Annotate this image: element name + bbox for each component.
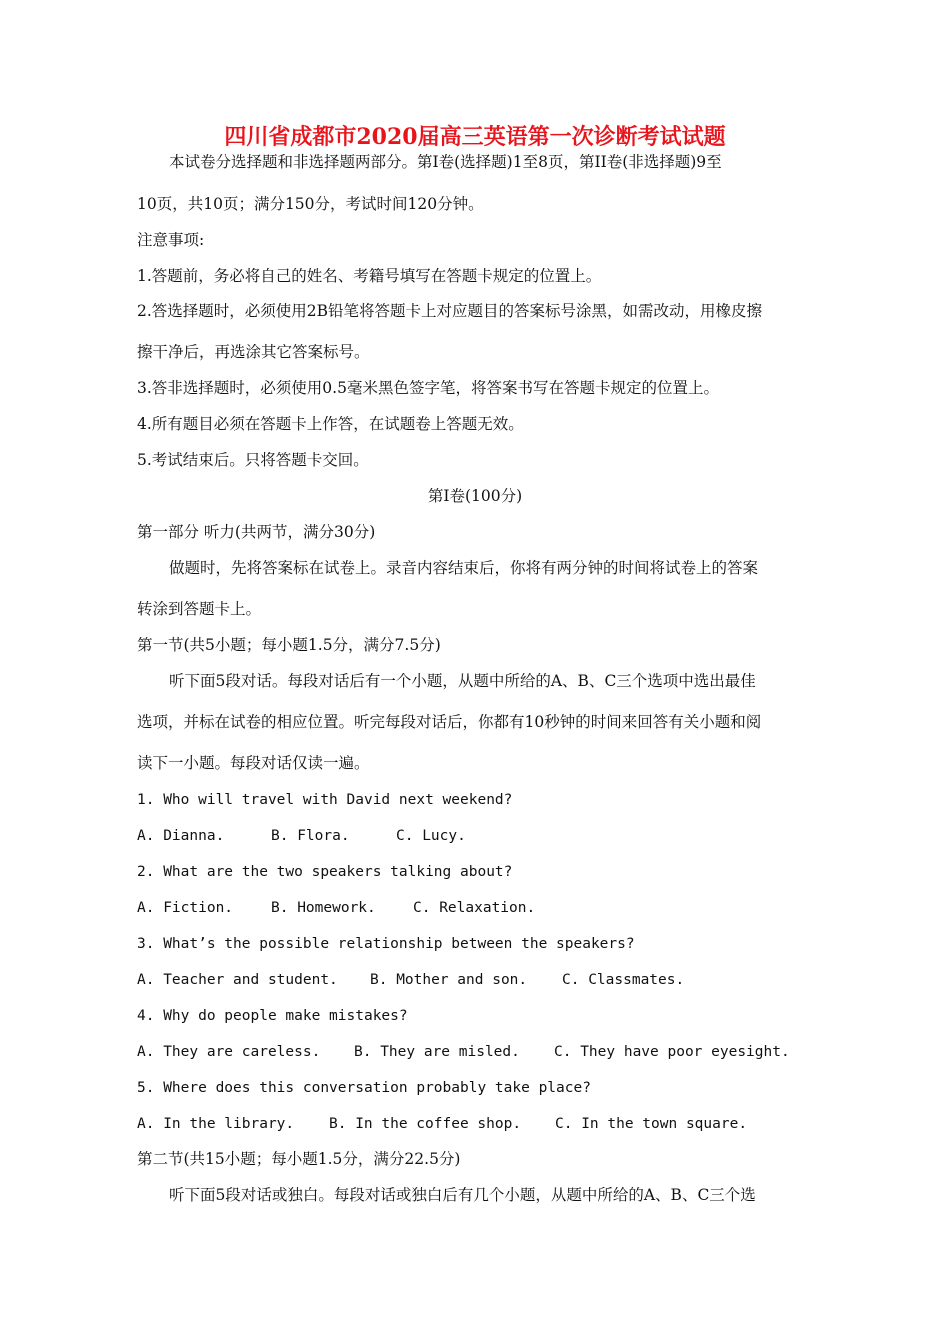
option-b: B. Flora. [271,828,350,844]
option-c: C. Lucy. [396,828,466,844]
notice-item: 4.所有题目必须在答题卡上作答，在试题卷上答题无效。 [137,415,524,433]
option-b: B. Mother and son. [370,972,528,988]
options-1 [137,826,466,846]
section1-instruction: 选项，并标在试卷的相应位置。听完每段对话后，你都有10秒钟的时间来回答有关小题和阅 [137,713,762,731]
section1-instruction: 读下一小题。每段对话仅读一遍。 [137,754,370,772]
option-a: A. Teacher and student. [137,972,338,988]
question-2: 2. What are the two speakers talking about? [137,864,513,880]
notice-item: 1.答题前，务必将自己的姓名、考籍号填写在答题卡规定的位置上。 [137,267,602,285]
option-b: B. In the coffee shop. [329,1116,522,1132]
notice-item: 擦干净后，再选涂其它答案标号。 [137,343,370,361]
option-a: A. They are careless. [137,1044,321,1060]
question-4: 4. Why do people make mistakes? [137,1008,408,1024]
option-c: C. They have poor eyesight. [554,1044,790,1060]
notice-heading: 注意事项: [137,231,205,249]
document-title: 四川省成都市2020届高三英语第一次诊断考试试题 [224,124,726,150]
options-5 [137,1114,747,1134]
option-c: C. Relaxation. [413,900,536,916]
section1-heading: 第一节(共5小题；每小题1.5分，满分7.5分) [137,636,441,654]
intro-line-1: 本试卷分选择题和非选择题两部分。第Ⅰ卷(选择题)1至8页，第II卷(非选择题)9至 [169,153,722,171]
question-5: 5. Where does this conversation probably take place? [137,1080,591,1096]
section1-instruction: 听下面5段对话。每段对话后有一个小题，从题中所给的A、B、C三个选项中选出最佳 [169,672,756,690]
options-2 [137,898,535,918]
volume-heading: 第Ⅰ卷(100分) [427,487,523,505]
part1-instruction: 做题时，先将答案标在试卷上。录音内容结束后，你将有两分钟的时间将试卷上的答案 [169,559,759,577]
part1-heading: 第一部分 听力(共两节，满分30分) [137,523,376,541]
options-3 [137,970,684,990]
option-a: A. Dianna. [137,828,225,844]
question-1: 1. Who will travel with David next weekend? [137,792,513,808]
intro-line-2: 10页，共10页；满分150分，考试时间120分钟。 [137,195,484,213]
option-b: B. Homework. [271,900,376,916]
option-a: A. Fiction. [137,900,234,916]
notice-item: 5.考试结束后。只将答题卡交回。 [137,451,369,469]
question-3: 3. What’s the possible relationship between the speakers? [137,936,635,952]
option-c: C. In the town square. [555,1116,748,1132]
option-b: B. They are misled. [354,1044,520,1060]
options-4 [137,1042,790,1062]
notice-item: 3.答非选择题时，必须使用0.5毫米黑色签字笔，将答案书写在答题卡规定的位置上。 [137,379,719,397]
option-c: C. Classmates. [562,972,685,988]
section2-heading: 第二节(共15小题；每小题1.5分，满分22.5分) [137,1150,461,1168]
section2-instruction: 听下面5段对话或独白。每段对话或独白后有几个小题，从题中所给的A、B、C三个选 [169,1186,756,1204]
part1-instruction: 转涂到答题卡上。 [137,600,262,618]
option-a: A. In the library. [137,1116,295,1132]
notice-item: 2.答选择题时，必须使用2B铅笔将答题卡上对应题目的答案标号涂黑，如需改动，用橡皮擦 [137,302,763,320]
